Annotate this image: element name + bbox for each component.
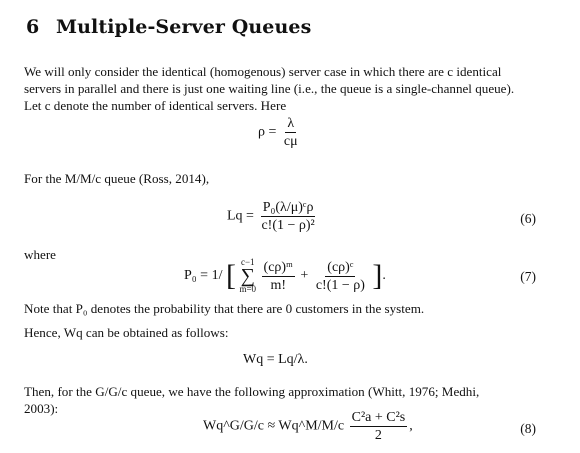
- p0-term2-numerator: (cρ)ᶜ: [327, 259, 354, 275]
- p0-lhs: P₀ = 1/: [184, 268, 223, 284]
- right-bracket: ]: [372, 259, 383, 292]
- rho-numerator: λ: [287, 116, 295, 131]
- lq-fraction: [259, 200, 316, 233]
- ggc-numerator: C²a + C²s: [351, 410, 406, 425]
- intro-line-2: servers in parallel and there is just one waiting line (i.e., the queue is a single-channel queue).: [24, 81, 515, 96]
- p0-term2-denominator: c!(1 − ρ): [315, 277, 365, 293]
- equation-p0: P₀ = 1/ [ c−1 ∑ m=0 $\frac{\text{(cρ)ᵐ}}{m!}$ + $\frac{\text{(cρ)ᶜ}}{c!(1 - \rho)}$ ].: [184, 257, 386, 294]
- paragraph-mmc: For the M/M/c queue (Ross, 2014),: [24, 171, 210, 186]
- rho-fraction: [282, 116, 300, 149]
- paragraph-hence: Hence, Wq can be obtained as follows:: [24, 325, 229, 340]
- lq-numerator: P₀(λ/μ)ᶜρ: [262, 200, 314, 215]
- equation-number-8: (8): [520, 421, 536, 436]
- sum-lower-limit: m=0: [239, 284, 257, 294]
- section-heading: [26, 16, 311, 38]
- equation-lq: [227, 200, 319, 233]
- p0-term1-numerator: (cρ)ᵐ: [263, 259, 293, 275]
- ggc-line-2: 2003):: [24, 401, 59, 416]
- intro-line-1: We will only consider the identical (homogenous) server case in which there are c identical: [24, 64, 502, 79]
- sum-operator: [239, 258, 256, 294]
- lq-denominator: c!(1 − ρ)²: [261, 218, 315, 233]
- equation-number-7: (7): [520, 269, 536, 284]
- sigma-symbol: ∑: [240, 265, 255, 287]
- ggc-denominator: 2: [374, 428, 382, 443]
- ggc-lhs: Wq^G/G/c ≈ Wq^M/M/c: [203, 418, 345, 434]
- p0-term2: [314, 260, 367, 293]
- paragraph-p0-note: Note that P₀ denotes the probability that there are 0 customers in the system.: [24, 301, 425, 316]
- equation-wq: Wq = Lq/λ.: [243, 352, 308, 367]
- paragraph-intro: [24, 63, 562, 114]
- left-bracket: [: [225, 259, 236, 292]
- sum-upper-limit: c−1: [240, 257, 255, 267]
- rho-lhs: ρ =: [258, 124, 277, 140]
- intro-line-3: Let c denote the number of identical servers. Here: [24, 98, 287, 113]
- rho-denominator: cμ: [283, 134, 298, 149]
- equation-rho: [258, 116, 302, 149]
- equation-number-6: (6): [520, 211, 536, 226]
- ggc-line-1: Then, for the G/G/c queue, we have the following approximation (Whitt, 1976; Medhi,: [24, 384, 480, 399]
- ggc-fraction: [350, 410, 408, 443]
- p0-term1-denominator: m!: [270, 277, 286, 293]
- paragraph-where: where: [24, 247, 56, 262]
- section-title: Multiple-Server Queues: [56, 16, 312, 38]
- section-number: 6: [26, 16, 40, 38]
- lq-lhs: Lq =: [227, 208, 254, 224]
- p0-plus: +: [300, 268, 309, 284]
- equation-ggc: Wq^G/G/c ≈ Wq^M/M/c $\frac{\text{C²a + C²s}}{2}$ ,: [203, 410, 413, 443]
- p0-term1: [262, 260, 295, 293]
